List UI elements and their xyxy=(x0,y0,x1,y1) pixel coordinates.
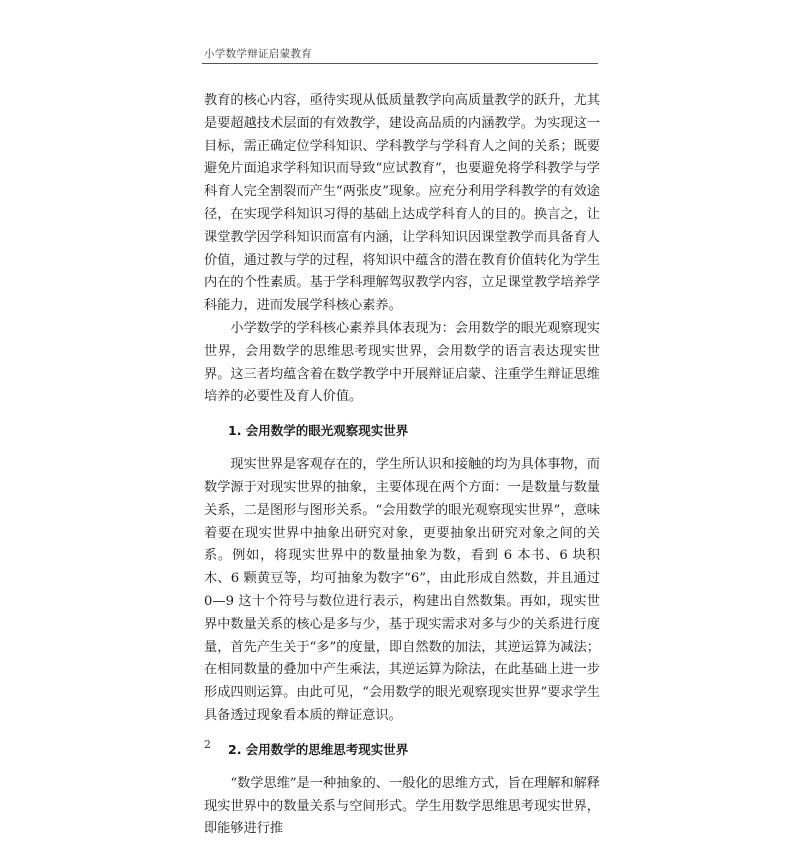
header-rule xyxy=(202,63,598,64)
body-paragraph: “数学思维”是一种抽象的、一般化的思维方式，旨在理解和解释现实世界中的数量关系与空间形式。学生用数学思维思考现实世界，即能够进行推 xyxy=(204,775,600,837)
page-number: 2 xyxy=(204,738,211,751)
page-body xyxy=(204,90,600,841)
running-header: 小学数学辩证启蒙教育 xyxy=(204,48,312,60)
body-paragraph: 小学数学的学科核心素养具体表现为：会用数学的眼光观察现实世界，会用数学的思维思考现实世界，会用数学的语言表达现实世界。这三者均蕴含着在数学教学中开展辩证启蒙、注重学生辩证思维培养的必要性及育人价值。 xyxy=(204,320,600,405)
body-paragraph: 现实世界是客观存在的，学生所认识和接触的均为具体事物，而数学源于对现实世界的抽象，主要体现在两个方面：一是数量与数量关系，二是图形与图形关系。“会用数学的眼光观察现实世界”，意味着要在现实世界中抽象出研究对象，更要抽象出研究对象之间的关系。例如，将现实世界中的数量抽象为数，看到 6 本书、6 块积木、6 颗黄豆等，均可抽象为数字“6”，由此形成自然数，并且通过 0—9 这十个符号与数位进行表示，构建出自然数集。再如，现实世界中数量关系的核心是多与少，基于现实需求对多与少的关系进行度量，首先产生关于“多”的度量，即自然数的加法，其逆运算为减法；在相同数量的叠加中产生乘法，其逆运算为除法，在此基础上进一步形成四则运算。由此可见，“会用数学的眼光观察现实世界”要求学生具备透过现象看本质的辩证意识。 xyxy=(204,457,600,723)
body-paragraph: 教育的核心内容，亟待实现从低质量教学向高质量教学的跃升，尤其是要超越技术层面的有效教学，建设高品质的内涵教学。为实现这一目标，需正确定位学科知识、学科教学与学科育人之间的关系；既要避免片面追求学科知识而导致“应试教育”，也要避免将学科教学与学科育人完全割裂而产生“两张皮”现象。应充分利用学科教学的有效途径，在实现学科知识习得的基础上达成学科育人的目的。换言之，让课堂教学因学科知识而富有内涵，让学科知识因课堂教学而具备育人价值，通过教与学的过程，将知识中蕴含的潜在教育价值转化为学生内在的个性素质。基于学科理解驾驭教学内容，立足课堂教学培养学科能力，进而发展学科核心素养。 xyxy=(204,93,600,314)
section-heading: 1. 会用数学的眼光观察现实世界 xyxy=(228,423,409,439)
section-heading: 2. 会用数学的思维思考现实世界 xyxy=(228,741,409,757)
